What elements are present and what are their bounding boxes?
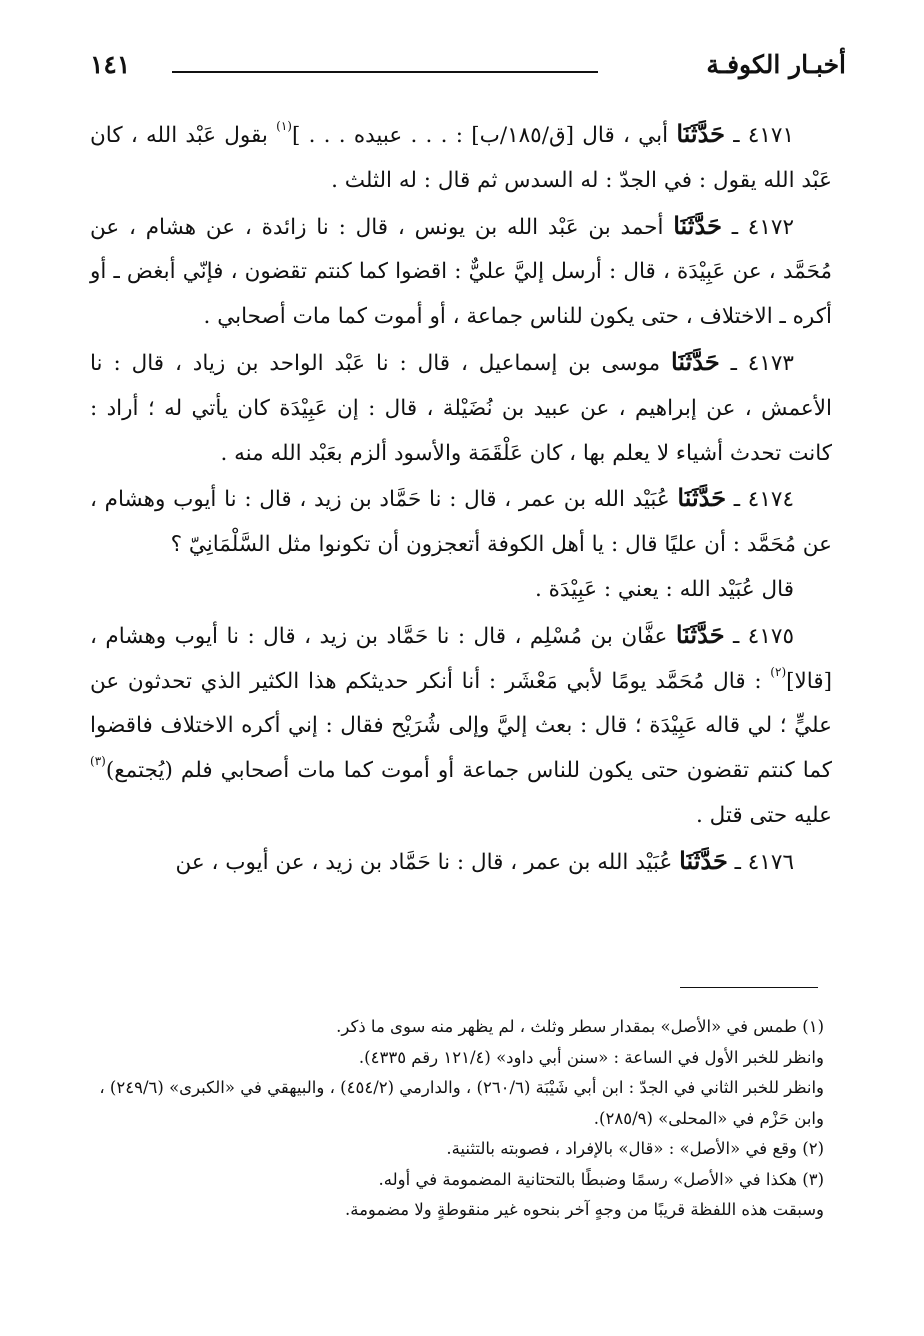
- hadith-entry-4174: ٤١٧٤ ـ حَدَّثَنَا عُبَيْد الله بن عمر ، قال : نا حَمَّاد بن زيد ، قال : نا أيوب وهشام ، عن مُحَمَّد : أن عليًا قال : يا أهل الكوفة أتعجزون أن تكونوا مثل السَّلْمَانِيّ ؟: [90, 483, 832, 558]
- narration-keyword: حَدَّثَنَا: [673, 210, 722, 240]
- entry-number: ٤١٧٦: [747, 849, 794, 875]
- narration-keyword: حَدَّثَنَا: [676, 119, 725, 148]
- entry-number: ٤١٧٣: [747, 350, 794, 376]
- running-header-title: أخبـار الكوفـة: [706, 50, 846, 79]
- footnote-1-continuation-b: وانظر للخبر الثاني في الجدّ : ابن أبي شَيْبَة (٢٦٠/٦) ، والدارمي (٤٥٤/٢) ، والبيهقي في «الكبرى» (٢٤٩/٦) ، وابن حَزْم في «المحلى» (٢٨٥/٩).: [99, 1078, 824, 1128]
- entry-text: عُبَيْد الله بن عمر ، قال : نا حَمَّاد بن زيد ، عن أيوب ، عن: [175, 849, 680, 875]
- page-number: ١٤١: [90, 50, 131, 79]
- narration-keyword: حَدَّثَنَا: [671, 346, 720, 376]
- footnote-1: (١) طمس في «الأصل» بمقدار سطر وثلث ، لم يظهر منه سوى ما ذكر.: [336, 1017, 824, 1036]
- footnote-ref-1[interactable]: (١): [276, 119, 292, 133]
- footnote-3: (٣) هكذا في «الأصل» رسمًا وضبطًا بالتحتانية المضمومة في أوله.: [378, 1169, 824, 1189]
- entry-text-continued: بقول عَبْد الله ، كان عَبْد الله يقول : في الجدّ : له السدس ثم قال : له الثلث .: [90, 123, 832, 193]
- footnote-1-continuation-a: وانظر للخبر الأول في الساعة : «سنن أبي داود» (١٢١/٤ رقم ٤٣٣٥).: [358, 1047, 824, 1067]
- entry-text-continued: : قال مُحَمَّد يومًا لأبي مَعْشَر : أنا أنكر حديثكم هذا الكثير الذي تحدثون عن عليٍّ ؛ لي قاله عَبِيْدَة ؛ قال : بعث إليَّ وإلى شُرَيْح فقال : إني أكره الاختلاف فاقضوا كما كنتم تقضون حتى يكون للناس جماعة أو أموت كما مات أصحابي فلم (يُجتمع): [90, 668, 832, 784]
- footnote-rule: [680, 987, 818, 988]
- narration-keyword: حَدَّثَنَا: [675, 619, 725, 649]
- entry-text: موسى بن إسماعيل ، قال : نا عَبْد الواحد بن زياد ، قال : نا الأعمش ، عن إبراهيم ، عن عبيد بن نُضَيْلة ، قال : إن عَبِيْدَة كان يأتي له ؛ أراد : كانت تحدث أشياء لا يعلم بها ، كان عَلْقَمَة والأسود ألزم بعَبْد الله منه .: [90, 350, 832, 466]
- entry-number: ٤١٧٥: [747, 623, 794, 649]
- hadith-entry-4173: ٤١٧٣ ـ حَدَّثَنَا موسى بن إسماعيل ، قال : نا عَبْد الواحد بن زياد ، قال : نا الأعمش ، عن إبراهيم ، عن عبيد بن نُضَيْلة ، قال : إن عَبِيْدَة كان يأتي له ؛ أراد : كانت تحدث أشياء لا يعلم بها ، كان عَلْقَمَة والأسود ألزم بعَبْد الله منه .: [90, 346, 832, 466]
- footnote-3-continuation: وسبقت هذه اللفظة قريبًا من وجهٍ آخر بنحوه غير منقوطةٍ ولا مضمومة.: [345, 1200, 824, 1219]
- footnote-ref-2[interactable]: (٢): [770, 664, 787, 679]
- entry-number: ٤١٧٤: [747, 487, 794, 513]
- hadith-entry-4171: ٤١٧١ ـ حَدَّثَنَا أبي ، قال [ق/١٨٥/ب] : . . . عبيده . . . ]$^{(١)}$ بقول عَبْد الله ، كان عَبْد الله يقول : في الجدّ : له السدس ثم قال : له الثلث .: [90, 119, 832, 193]
- entry-text: أحمد بن عَبْد الله بن يونس ، قال : نا زائدة ، عن هشام ، عن مُحَمَّد ، عن عَبِيْدَة ، قال : أرسل إليَّ عليٌّ : اقضوا كما كنتم تقضون ، فإنّي أبغض ـ أو أكره ـ الاختلاف ، حتى يكون للناس جماعة ، أو أموت كما مات أصحابي .: [90, 214, 832, 330]
- hadith-entry-4175: ٤١٧٥ ـ حَدَّثَنَا عفَّان بن مُسْلِم ، قال : نا حَمَّاد بن زيد ، قال : نا أيوب وهشام ، [قالا]$^{(٢)}$ : قال مُحَمَّد يومًا لأبي مَعْشَر : أنا أنكر حديثكم هذا الكثير الذي تحدثون عن عليٍّ ؛ لي قاله عَبِيْدَة ؛ قال : بعث إليَّ وإلى شُرَيْح فقال : إني أكره الاختلاف فاقضوا كما كنتم تقضون حتى يكون للناس جماعة أو أموت كما مات أصحابي فلم (يُجتمع)$^{(٣)}$ عليه حتى قتل .: [90, 619, 832, 828]
- hadith-entry-4176: ٤١٧٦ ـ حَدَّثَنَا عُبَيْد الله بن عمر ، قال : نا حَمَّاد بن زيد ، عن أيوب ، عن: [175, 845, 794, 875]
- footnotes: [82, 1012, 824, 1226]
- entry-text: عُبَيْد الله بن عمر ، قال : نا حَمَّاد بن زيد ، قال : نا أيوب وهشام ، عن مُحَمَّد : أن عليًا قال : يا أهل الكوفة أتعجزون أن تكونوا مثل السَّلْمَانِيّ ؟: [90, 487, 832, 558]
- entry-text-end: عليه حتى قتل .: [695, 802, 832, 828]
- entry-text: أبي ، قال [ق/١٨٥/ب] : . . . عبيده . . . ]: [291, 123, 677, 148]
- hadith-entry-4172: ٤١٧٢ ـ حَدَّثَنَا أحمد بن عَبْد الله بن يونس ، قال : نا زائدة ، عن هشام ، عن مُحَمَّد ، عن عَبِيْدَة ، قال : أرسل إليَّ عليٌّ : اقضوا كما كنتم تقضون ، فإنّي أبغض ـ أو أكره ـ الاختلاف ، حتى يكون للناس جماعة ، أو أموت كما مات أصحابي .: [90, 210, 832, 330]
- entry-number: ٤١٧١: [747, 123, 795, 148]
- entry-number: ٤١٧٢: [747, 214, 794, 240]
- footnote-2: (٢) وقع في «الأصل» : «قال» بالإفراد ، فصوبته بالتثنية.: [446, 1139, 824, 1158]
- narration-keyword: حَدَّثَنَا: [679, 845, 728, 875]
- narration-keyword: حَدَّثَنَا: [677, 483, 727, 513]
- footnote-ref-3[interactable]: (٣): [90, 754, 106, 769]
- header-rule: [172, 71, 598, 73]
- main-text: [90, 112, 832, 886]
- hadith-note-4174: قال عُبَيْد الله : يعني : عَبِيْدَة .: [535, 576, 794, 602]
- entry-text: عفَّان بن مُسْلِم ، قال : نا حَمَّاد بن زيد ، قال : نا أيوب وهشام ، [قالا]: [90, 623, 832, 694]
